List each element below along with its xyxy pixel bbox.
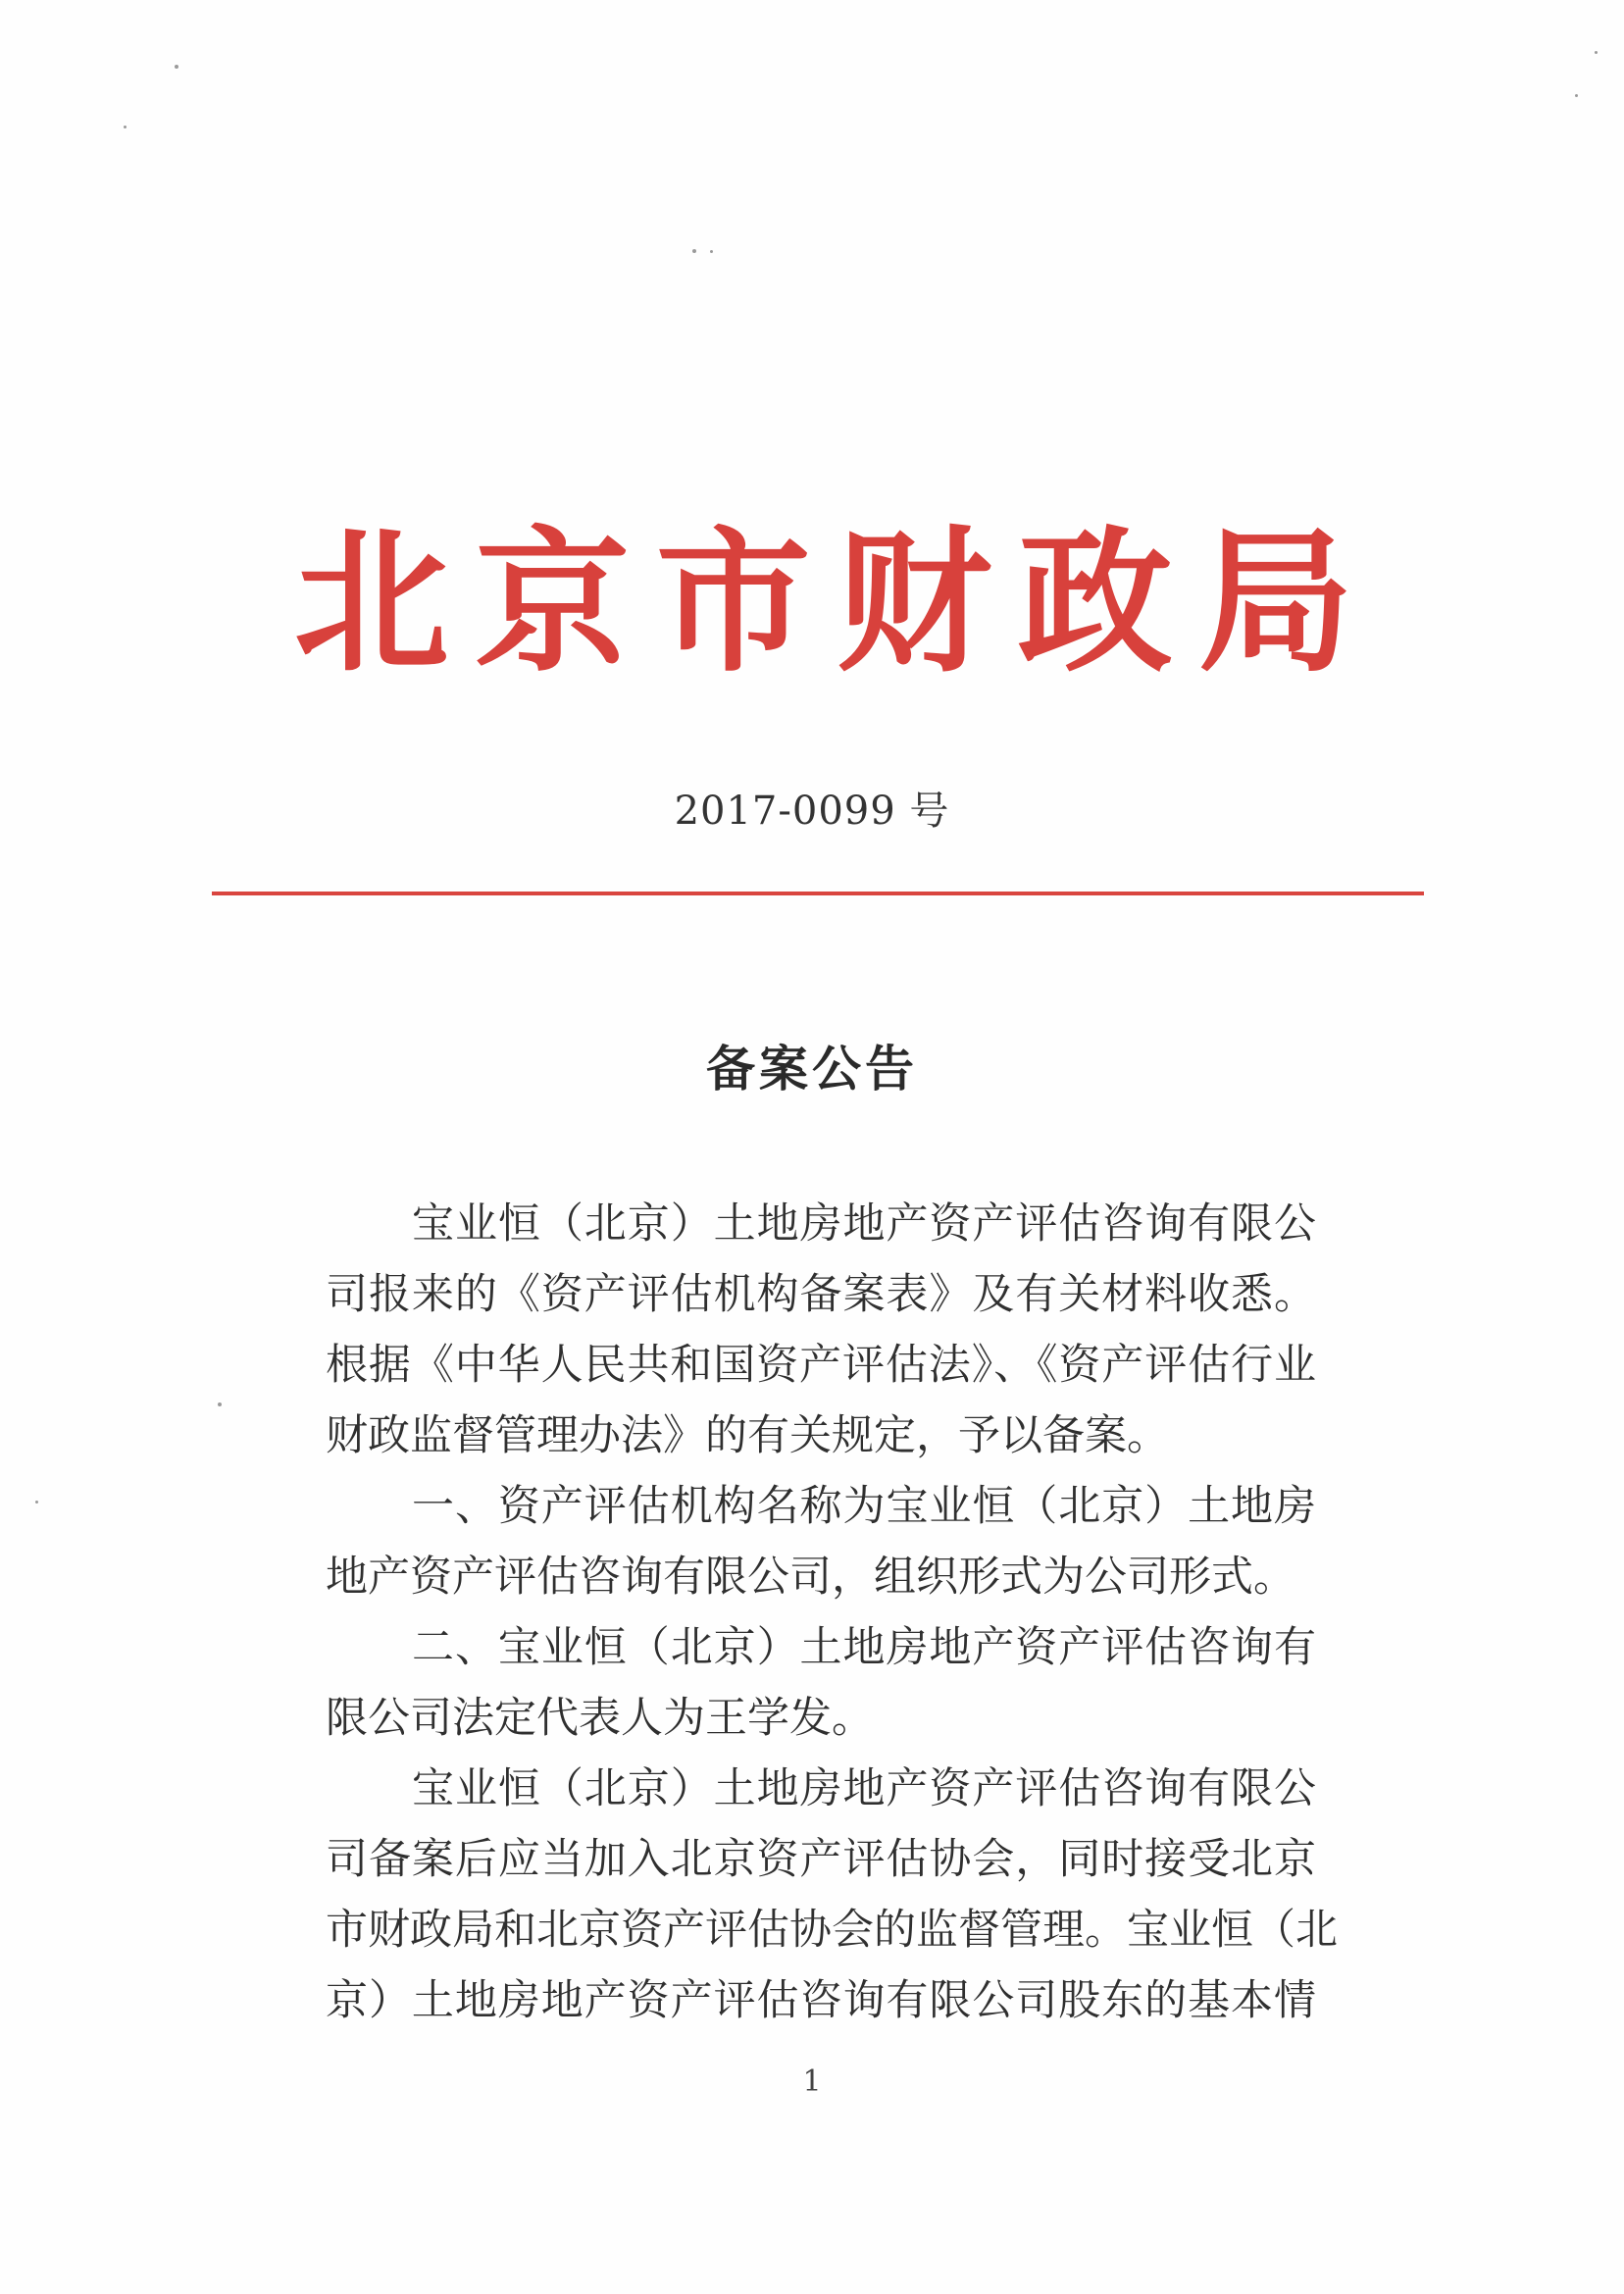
masthead-char: 市 — [655, 512, 811, 693]
page-number: 1 — [802, 2065, 822, 2099]
body-line: 限公司法定代表人为王学发。 — [326, 1694, 874, 1743]
scan-speck — [35, 1501, 38, 1504]
body-line: 司报来的《资产评估机构备案表》及有关材料收悉。 — [326, 1270, 1316, 1319]
body-line: 宝业恒（北京）土地房地产资产评估咨询有限公 — [412, 1199, 1316, 1249]
scan-speck — [710, 250, 713, 253]
notice-body — [326, 1189, 1338, 2036]
masthead-char: 北 — [294, 512, 449, 693]
body-line: 根据《中华人民共和国资产评估法》、《资产评估行业 — [326, 1341, 1316, 1390]
body-line: 财政监督管理办法》的有关规定，予以备案。 — [326, 1411, 1169, 1460]
body-line: 地产资产评估咨询有限公司，组织形式为公司形式。 — [326, 1553, 1295, 1602]
red-divider-line — [212, 892, 1424, 895]
scan-speck — [1595, 51, 1598, 54]
scan-speck — [1575, 94, 1578, 97]
masthead-char: 财 — [837, 512, 992, 693]
document-number: 2017-0099 号 — [674, 789, 950, 834]
masthead-char: 京 — [475, 512, 631, 693]
notice-title: 备案公告 — [706, 1041, 918, 1097]
scan-speck — [218, 1402, 222, 1406]
masthead-title — [294, 512, 1353, 693]
body-line: 二、宝业恒（北京）土地房地产资产评估咨询有 — [412, 1623, 1316, 1672]
body-line: 京）土地房地产资产评估咨询有限公司股东的基本情 — [326, 1976, 1316, 2025]
scan-speck — [175, 65, 178, 69]
masthead-char: 政 — [1017, 512, 1173, 693]
body-line: 宝业恒（北京）土地房地产资产评估咨询有限公 — [412, 1764, 1316, 1813]
scan-speck — [124, 126, 127, 128]
scan-speck — [692, 249, 696, 253]
body-line: 市财政局和北京资产评估协会的监督管理。宝业恒（北 — [326, 1906, 1338, 1955]
body-line: 一、资产评估机构名称为宝业恒（北京）土地房 — [412, 1482, 1316, 1531]
masthead-char: 局 — [1197, 512, 1353, 693]
body-line: 司备案后应当加入北京资产评估协会，同时接受北京 — [326, 1835, 1316, 1884]
